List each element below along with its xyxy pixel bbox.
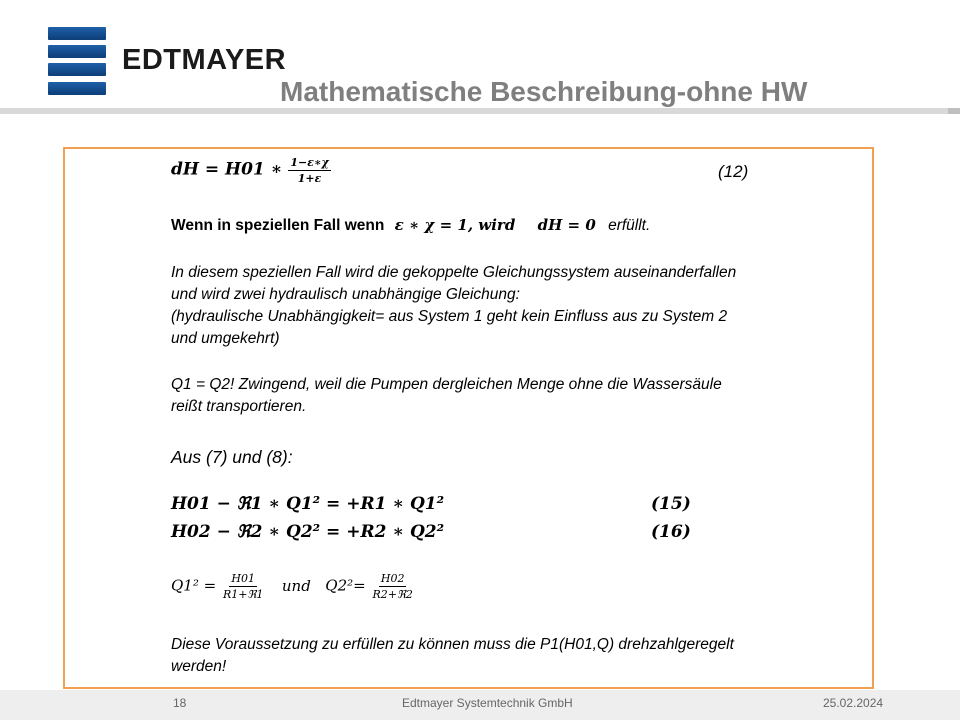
condition-math-1: ε ∗ χ = 1, wird xyxy=(394,216,516,234)
paragraph-independence xyxy=(171,262,736,350)
equation-q-conjunction: und xyxy=(281,576,311,595)
condition-math-2: dH = 0 xyxy=(537,216,596,234)
paragraph-requirement xyxy=(171,634,734,678)
paragraph-flow xyxy=(171,374,722,418)
equation-16: H02 − ℜ2 ∗ Q2² = +R2 ∗ Q2² xyxy=(171,522,445,542)
paragraph-line: und wird zwei hydraulisch unabhängige Gleichung: xyxy=(171,286,520,303)
paragraph-line: und umgekehrt) xyxy=(171,330,280,347)
slide-title: Mathematische Beschreibung-ohne HW xyxy=(280,76,808,107)
equation-q2-numerator: H02 xyxy=(380,572,405,585)
equation-q1-denominator: R1+ℜ1 xyxy=(222,588,264,601)
condition-line xyxy=(171,214,650,237)
slide-footer xyxy=(0,690,960,720)
paragraph-line: Diese Voraussetzung zu erfüllen zu können muss die P1(H01,Q) drehzahlgeregelt xyxy=(171,636,734,653)
equation-q1-fraction xyxy=(221,572,265,601)
equation-q2-fraction xyxy=(370,572,414,601)
footer-date: 25.02.2024 xyxy=(823,696,884,710)
equation-q2-lhs: Q2²= xyxy=(325,576,371,595)
footer-company: Edtmayer Systemtechnik GmbH xyxy=(402,696,573,710)
equation-12-lhs: dH = H01 ∗ xyxy=(171,159,289,180)
title-rule xyxy=(0,108,960,114)
equation-12 xyxy=(171,156,331,185)
equation-12-numerator: 1−ε∗χ xyxy=(290,156,329,169)
paragraph-line: werden! xyxy=(171,658,227,675)
equation-q2-denominator: R2+ℜ2 xyxy=(372,588,413,601)
condition-prefix: Wenn in speziellen Fall wenn xyxy=(171,217,385,234)
paragraph-line: (hydraulische Unabhängigkeit= aus System 1 geht kein Einfluss aus zu System 2 xyxy=(171,308,728,325)
equation-q1-numerator: H01 xyxy=(231,572,255,585)
equation-15-number: (15) xyxy=(651,494,691,514)
equation-16-number: (16) xyxy=(651,522,691,542)
equation-q1-lhs: Q1² = xyxy=(171,576,221,595)
paragraph-line: Q1 = Q2! Zwingend, weil die Pumpen dergleichen Menge ohne die Wassersäule xyxy=(171,376,722,393)
equation-12-number: (12) xyxy=(718,162,749,181)
brand-name: EDTMAYER xyxy=(122,44,287,76)
condition-suffix: erfüllt. xyxy=(608,217,651,234)
paragraph-line: In diesem speziellen Fall wird die gekoppelte Gleichungssystem auseinanderfallen xyxy=(171,264,737,281)
equation-12-denominator: 1+ε xyxy=(297,172,322,185)
title-rule-end xyxy=(948,108,960,114)
page-number: 18 xyxy=(173,696,187,710)
paragraph-line: reißt transportieren. xyxy=(171,398,307,415)
company-logo xyxy=(48,27,106,95)
equation-q-squared xyxy=(171,572,415,601)
equation-15: H01 − ℜ1 ∗ Q1² = +R1 ∗ Q1² xyxy=(171,494,445,514)
equation-12-fraction xyxy=(288,156,330,185)
reference-text: Aus (7) und (8): xyxy=(171,447,293,467)
